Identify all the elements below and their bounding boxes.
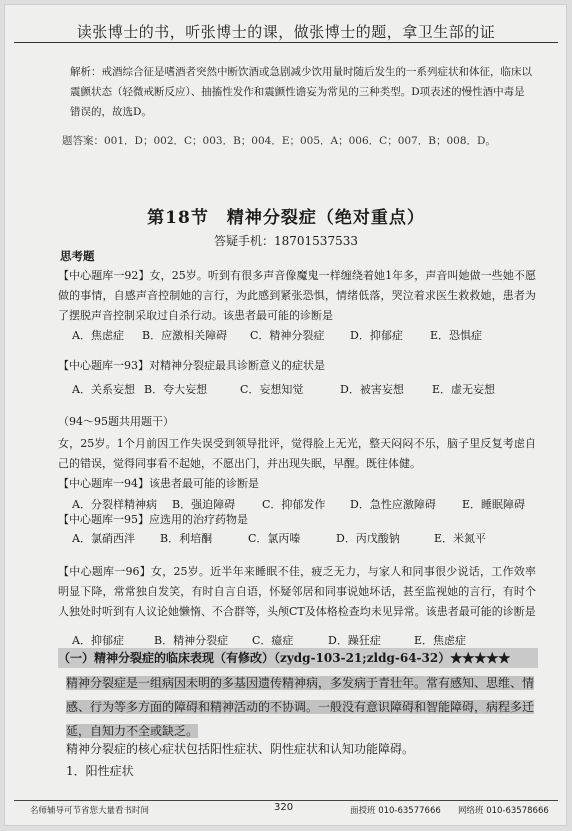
header-divider bbox=[14, 42, 558, 43]
option-e[interactable]: E．恐惧症 bbox=[430, 329, 483, 342]
section-title: 第18节 精神分裂症（绝对重点） bbox=[147, 208, 425, 228]
option-c[interactable]: C．癔症 bbox=[252, 634, 294, 647]
footer-contact-inperson: 面授班 010-63577666 bbox=[350, 806, 441, 816]
option-c[interactable]: C．氯丙嗪 bbox=[248, 532, 301, 545]
question-92 bbox=[58, 266, 536, 326]
question-92-options bbox=[72, 327, 540, 343]
option-a[interactable]: A．分裂样精神病 bbox=[72, 498, 157, 511]
page-header: 读张博士的书，听张博士的课，做张博士的题，拿卫生部的证 bbox=[76, 23, 496, 41]
question-95-options bbox=[72, 530, 540, 546]
question-94 bbox=[58, 474, 536, 494]
positive-symptoms-heading: 1．阳性症状 bbox=[66, 764, 134, 778]
option-b[interactable]: B．利培酮 bbox=[160, 532, 213, 545]
option-c[interactable]: C．精神分裂症 bbox=[250, 329, 325, 342]
option-c[interactable]: C．抑郁发作 bbox=[262, 498, 326, 511]
option-e[interactable]: E．睡眠障碍 bbox=[462, 498, 526, 511]
question-stem: 女，25岁。近半年来睡眠不佳，疲乏无力，与家人和同事很少说话，工作效率明显下降，常常独自发笑，有时自言自语，怀疑邻居和同事说她坏话，甚至监视她的言行，有时个人独处时听到有人议论她懒惰、不合群等，头颅CT及体格检查均未见异常。该患者最可能的诊断是 bbox=[58, 565, 536, 618]
shared-stem-label: （94～95题共用题干） bbox=[58, 415, 174, 428]
question-label: 【中心题库一96】 bbox=[58, 565, 151, 578]
option-e[interactable]: E．虚无妄想 bbox=[432, 383, 496, 396]
answer-key-text: 题答案：001．D；002．C；003．B；004．E；005．A；006．C；007．B；008．D。 bbox=[62, 135, 496, 147]
option-b[interactable]: B．强迫障碍 bbox=[172, 498, 236, 511]
question-96-options bbox=[72, 632, 540, 648]
qa-phone: 答疑手机：18701537533 bbox=[214, 234, 358, 248]
question-stem: 女，25岁。听到有很多声音像魔鬼一样缠绕着她1年多，声音叫她做一些她不愿做的事情，自感声音控制她的言行，为此感到紧张恐惧，情绪低落，哭泣着求医生救救她，患者为了摆脱声音控制采取过自杀行动。该患者最可能的诊断是 bbox=[58, 269, 536, 322]
highlighted-text: 精神分裂症是一组病因未明的多基因遗传精神病，多发病于青壮年。常有感知、思维、情感、行为等多方面的障碍和精神活动的不协调。一般没有意识障碍和智能障碍，病程多迁延，自知力不全或缺乏。 bbox=[66, 676, 535, 738]
option-a[interactable]: A．抑郁症 bbox=[72, 634, 124, 647]
question-stem: 对精神分裂症最具诊断意义的症状是 bbox=[149, 359, 325, 372]
option-a[interactable]: A．关系妄想 bbox=[72, 383, 135, 396]
option-d[interactable]: D．被害妄想 bbox=[340, 383, 404, 396]
question-label: 【中心题库一95】 bbox=[58, 513, 149, 526]
question-label: 【中心题库一93】 bbox=[58, 359, 149, 372]
answer-key bbox=[62, 133, 532, 148]
question-96 bbox=[58, 562, 536, 622]
option-d[interactable]: D．抑郁症 bbox=[350, 329, 403, 342]
question-label: 【中心题库一92】 bbox=[58, 269, 150, 282]
option-a[interactable]: A．焦虑症 bbox=[72, 329, 124, 342]
question-93-options bbox=[72, 381, 540, 397]
option-a[interactable]: A．氯硝西泮 bbox=[72, 532, 135, 545]
think-label: 思考题 bbox=[60, 249, 95, 263]
footer-slogan: 名师辅导可节省您大量看书时间 bbox=[30, 806, 150, 816]
page-number: 320 bbox=[274, 802, 294, 813]
option-b[interactable]: B．夸大妄想 bbox=[144, 383, 208, 396]
clinical-section-title: （一）精神分裂症的临床表现（有修改）（zydg-103-21;zldg-64-32）★★★★★ bbox=[58, 648, 538, 668]
option-b[interactable]: B．精神分裂症 bbox=[154, 634, 229, 647]
question-label: 【中心题库一94】 bbox=[58, 477, 149, 490]
option-d[interactable]: D．急性应激障碍 bbox=[350, 498, 436, 511]
question-stem: 应选用的治疗药物是 bbox=[149, 513, 248, 526]
question-stem: 该患者最可能的诊断是 bbox=[149, 477, 259, 490]
option-d[interactable]: D．躁狂症 bbox=[328, 634, 381, 647]
option-c[interactable]: C．妄想知觉 bbox=[240, 383, 304, 396]
explanation-paragraph: 解析：戒酒综合征是嗜酒者突然中断饮酒或急剧减少饮用量时随后发生的一系列症状和体征，临床以震颤状态（轻微戒断反应）、抽搐性发作和震颤性谵妄为常见的三种类型。D项表述的慢性酒中毒是错误的，故选D。 bbox=[70, 66, 532, 118]
core-symptoms-line: 精神分裂症的核心症状包括阳性症状、阴性症状和认知功能障碍。 bbox=[66, 742, 415, 756]
option-e[interactable]: E．米氮平 bbox=[434, 532, 487, 545]
question-93 bbox=[58, 356, 536, 376]
option-b[interactable]: B．应激相关障碍 bbox=[142, 329, 228, 342]
footer-contact-online: 网络班 010-63578666 bbox=[458, 806, 549, 816]
question-95 bbox=[58, 510, 536, 530]
footer-divider bbox=[14, 800, 558, 801]
shared-stem: 女，25岁。1个月前因工作失误受到领导批评，觉得脸上无光，整天闷闷不乐，脑子里反复考虑自己的错误，觉得同事看不起她，不愿出门，并出现失眠，早醒。既往体健。 bbox=[58, 437, 536, 470]
clinical-highlight-paragraph bbox=[66, 671, 536, 743]
option-e[interactable]: E．焦虑症 bbox=[414, 634, 467, 647]
option-d[interactable]: D．丙戊酸钠 bbox=[336, 532, 400, 545]
